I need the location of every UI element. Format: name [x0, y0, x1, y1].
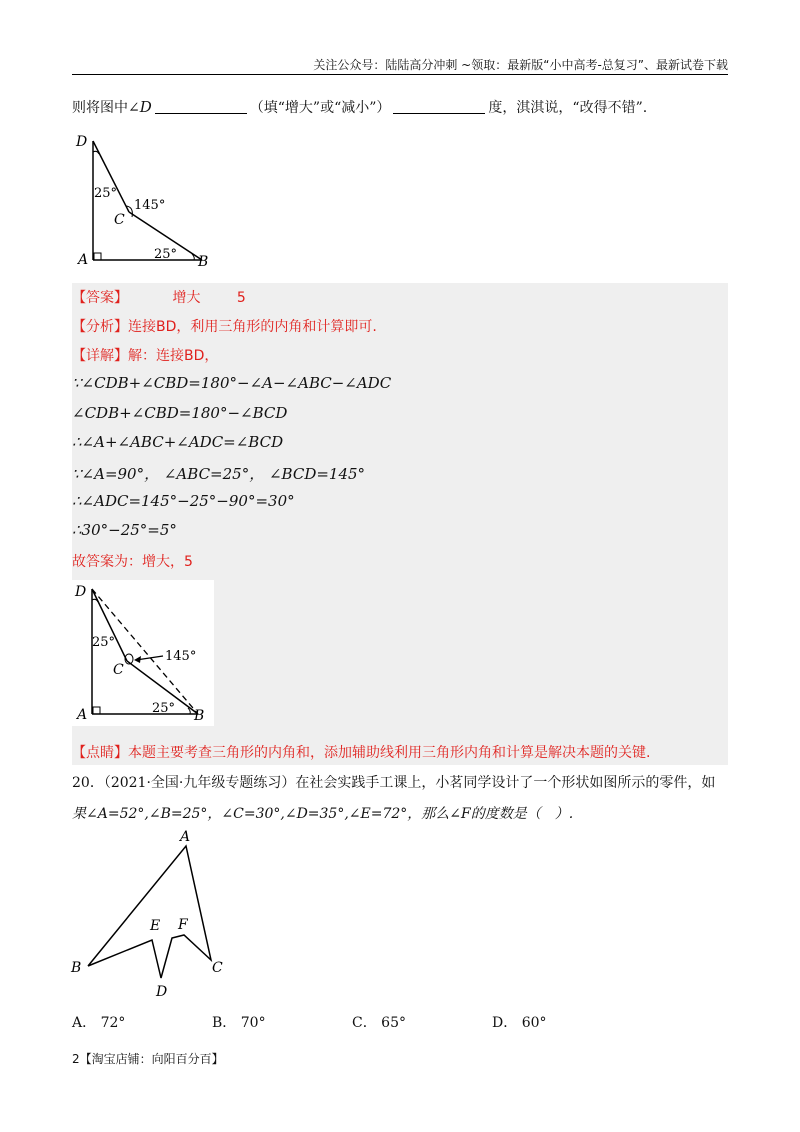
label-D: D [76, 134, 88, 150]
label-B: B [198, 254, 209, 270]
choice-d-value: 60° [521, 1015, 547, 1031]
shape-label-D: D [156, 984, 168, 998]
choice-b[interactable] [212, 1012, 266, 1032]
answer-label: 【答案】 [72, 290, 128, 306]
footer-shop: 【淘宝店铺：向阳百分百】 [79, 1052, 224, 1066]
label2-D: D [75, 584, 87, 600]
label-angle-D: 25° [94, 186, 118, 201]
intro-var: D [139, 98, 152, 116]
header-rule [72, 74, 728, 75]
question-line-2: 果∠A=52°,∠B=25°，∠C=30°,∠D=35°,∠E=72°，那么∠F的度数是（ ）. [72, 806, 574, 822]
detail-label: 【详解】 [72, 348, 128, 364]
analysis-text: 连接BD，利用三角形的内角和计算即可. [128, 319, 377, 335]
step-2: ∠CDB+∠CBD=180°−∠BCD [72, 404, 288, 422]
question-line-1: 20．（2021·全国·九年级专题练习）在社会实践手工课上，小茗同学设计了一个形状如图所示的零件，如 [72, 775, 716, 791]
page-header: 关注公众号：陆陆高分冲刺 ~领取：最新版“小中高考-总复习”、最新试卷下载 [313, 58, 728, 72]
choice-d-label: D． [492, 1015, 518, 1031]
label-C: C [114, 212, 125, 228]
choice-a[interactable] [72, 1012, 125, 1032]
step-6: ∴30°−25°=5° [72, 521, 177, 539]
step-3: ∴∠A+∠ABC+∠ADC=∠BCD [72, 433, 284, 451]
shape-label-A: A [180, 829, 191, 845]
answer-blank-1 [155, 100, 247, 114]
comment-label: 【点睛】 [72, 745, 128, 761]
analysis-label: 【分析】 [72, 319, 128, 335]
label-A: A [78, 252, 89, 268]
choice-c-value: 65° [381, 1015, 406, 1031]
page-footer [72, 1050, 224, 1067]
label2-B: B [194, 708, 205, 724]
shape-label-F: F [178, 917, 188, 933]
comment-line [72, 742, 650, 762]
step-5: ∴∠ADC=145°−25°−90°=30° [72, 492, 295, 510]
choice-b-value: 70° [240, 1015, 266, 1031]
intro-part2: （填“增大”或“减小”） [249, 100, 391, 116]
label-angle-B: 25° [154, 247, 178, 262]
figure-triangle-1 [72, 130, 222, 270]
choice-d[interactable] [492, 1012, 547, 1032]
choice-c[interactable] [352, 1012, 406, 1032]
solution-box [72, 283, 728, 765]
shape-label-C: C [212, 960, 223, 976]
choice-b-label: B． [212, 1015, 237, 1031]
page-number: 2 [72, 1052, 80, 1066]
analysis-line [72, 316, 377, 336]
choice-c-label: C． [352, 1015, 377, 1031]
intro-line [72, 97, 647, 117]
label-angle-C: 145° [134, 198, 166, 213]
detail-line [72, 345, 218, 365]
figure-part-shape [66, 826, 242, 998]
conclusion-line: 故答案为：增大，5 [72, 554, 193, 570]
label2-angle-D: 25° [92, 635, 116, 650]
label2-angle-C: 145° [165, 649, 197, 664]
choice-a-value: 72° [100, 1015, 126, 1031]
intro-part1: 则将图中∠ [72, 100, 140, 116]
label2-angle-B: 25° [152, 701, 176, 716]
label2-C: C [113, 662, 124, 678]
answer-word: 增大 [172, 290, 201, 306]
detail-text: 解：连接BD， [128, 348, 219, 364]
shape-label-E: E [150, 918, 161, 934]
comment-text: 本题主要考查三角形的内角和，添加辅助线利用三角形内角和计算是解决本题的关键. [128, 745, 651, 761]
label2-A: A [77, 707, 88, 723]
step-4: ∵∠A=90°， ∠ABC=25°， ∠BCD=145° [72, 465, 366, 483]
answer-number: 5 [236, 290, 246, 306]
intro-part3: 度，淇淇说，“改得不错”. [488, 100, 648, 116]
choice-a-label: A． [72, 1015, 97, 1031]
shape-label-B: B [71, 960, 82, 976]
answer-blank-2 [393, 100, 485, 114]
step-1: ∵∠CDB+∠CBD=180°−∠A−∠ABC−∠ADC [72, 374, 392, 392]
figure-2-background [72, 580, 214, 726]
answer-line [72, 287, 246, 307]
figure-triangle-2 [72, 580, 214, 726]
